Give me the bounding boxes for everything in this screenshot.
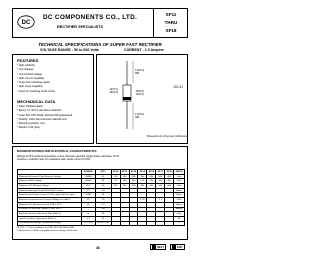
company-name: DC COMPONENTS CO., LTD. [43, 14, 138, 21]
part-to: SF18 [165, 28, 177, 33]
package-label: DO-41 [173, 85, 183, 89]
ratings-notes [17, 227, 77, 233]
list-item: * Polarity: Color band denotes cathode end [17, 117, 67, 121]
value-cell: 1.25 [138, 198, 147, 203]
list-item: * Low forward voltage [17, 72, 42, 76]
dim-label: .107(2.7) [109, 89, 119, 91]
value-cell: 150 [120, 174, 129, 179]
next-label: NEXT [157, 246, 164, 249]
column-header: SF15 [139, 170, 146, 173]
column-header: SF14 [130, 170, 137, 173]
value-cell: 105 [120, 179, 129, 184]
value-cell [120, 221, 129, 226]
parameter-cell: Maximum RMS Voltage [18, 179, 82, 184]
value-cell: 200 [129, 184, 138, 189]
package-diagram-box [96, 54, 188, 144]
value-cell: pF [174, 216, 185, 221]
value-cell: Volts [174, 198, 185, 203]
value-cell: 140 [129, 179, 138, 184]
value-cell: 15 [95, 216, 111, 221]
parameter-cell: Maximum Instantaneous Forward Voltage at 1.0A DC [18, 198, 82, 203]
value-cell: 400 [147, 184, 156, 189]
symbol-cell: IFSM [82, 193, 96, 198]
mechanical-title: MECHANICAL DATA [17, 99, 56, 104]
diode-outline-diagram [97, 55, 189, 145]
value-cell: nSec [174, 212, 185, 217]
value-cell: 500 [156, 184, 165, 189]
list-item: * Epoxy: UL 94V-0 rate flame retardant [17, 109, 62, 113]
list-item: * High surge capability [17, 85, 43, 89]
symbol-cell: VRMS [82, 179, 96, 184]
value-cell: 420 [165, 179, 174, 184]
column-header: SF12 [112, 170, 119, 173]
list-item: * High current capability [17, 76, 45, 80]
part-range [156, 11, 186, 35]
value-cell: 1.0 [95, 188, 111, 193]
note-line: NOTES : 1. Test Conditions: IF=0.5A, IR=1.0A, IRR=0.25A [17, 227, 74, 229]
parameter-cell: Peak Forward Surge Current 8.3 ms single half sine-wave [18, 193, 82, 198]
dimension-note: Dimensions in inches and (millimeters) [147, 135, 188, 138]
parameter-cell: Typical Junction Capacitance (Note 2) [18, 216, 82, 221]
symbol-cell: IO [82, 188, 96, 193]
value-cell: Amps [174, 188, 185, 193]
dim-label: .160(4.1) [135, 94, 145, 96]
value-cell: 210 [138, 179, 147, 184]
parameter-cell: Maximum Average Forward Rectified Current [18, 188, 82, 193]
column-header: SF13 [121, 170, 128, 173]
list-item: * Case: Molded plastic [17, 105, 43, 108]
symbol-cell: VDC [82, 184, 96, 189]
parameter-cell: Maximum DC Blocking Voltage [18, 184, 82, 189]
list-item: * Good for switching mode circuit [17, 89, 55, 93]
note-line: 2. Measured at 1 MHz and applied reverse voltage of 4.0 volts [17, 230, 78, 232]
value-cell [129, 221, 138, 226]
value-cell [156, 221, 165, 226]
parameter-cell: Maximum DC Reverse Current @TA = 25°C [18, 202, 82, 207]
value-cell: °C [174, 221, 185, 226]
value-cell: 1.7 [156, 198, 165, 203]
dim-label: .205(5.2) [135, 91, 145, 93]
header-divider [153, 9, 154, 37]
value-cell [111, 221, 120, 226]
list-item: * Low leakage [17, 68, 34, 72]
value-cell: 35 [95, 212, 111, 217]
list-item: * Super fast switching speed [17, 81, 50, 85]
cathode-band [123, 97, 131, 100]
parameter-cell: Maximum Recurrent Peak Reverse Voltage [18, 174, 82, 179]
value-cell: -65 to + 150 [95, 221, 111, 226]
column-header: SF11 [95, 170, 111, 175]
symbol-cell: VRRM [82, 174, 96, 179]
value-cell: 100 [111, 174, 120, 179]
features-list [17, 64, 55, 94]
dc-logo-icon [17, 15, 35, 29]
features-title: FEATURES [17, 58, 39, 63]
value-cell: 600 [165, 174, 174, 179]
list-item: * Weight: 0.34 gram [17, 126, 40, 130]
column-header: SYMBOL [82, 170, 96, 175]
company-tagline: RECTIFIER SPECIALISTS [57, 25, 103, 29]
value-cell: 500 [156, 174, 165, 179]
column-header: UNITS [174, 170, 185, 175]
value-cell: 280 [147, 179, 156, 184]
parameter-cell: at Rated DC Blocking Voltage @TA = 100°C [18, 207, 82, 212]
ratings-table [17, 169, 185, 226]
value-cell: 100 [95, 207, 111, 212]
features-box [12, 54, 94, 144]
symbol-cell: CJ [82, 216, 96, 221]
value-cell: Amps [174, 193, 185, 198]
value-cell: 50 [95, 184, 111, 189]
parameter-cell: Operating and Storage Temperature Range [18, 221, 82, 226]
list-item: * Lead: MIL-STD-202E, Method 208 guaranteed [17, 113, 73, 117]
column-header: SF17 [157, 170, 163, 173]
value-cell: 100 [111, 184, 120, 189]
symbol-cell: IR [82, 202, 96, 207]
value-cell: Volts [174, 174, 185, 179]
value-cell: .95 [95, 198, 111, 203]
value-cell: 35 [95, 179, 111, 184]
dim-label: 1.0(25.4) [135, 70, 145, 72]
value-cell: 300 [138, 184, 147, 189]
value-cell [147, 221, 156, 226]
value-cell: 600 [165, 184, 174, 189]
ratings-box [12, 146, 188, 240]
column-header: SF18 [166, 170, 172, 173]
value-cell: 150 [120, 184, 129, 189]
voltage-range: VOLTAGE RANGE - 50 to 600 Volts [40, 48, 99, 52]
column-header: SF16 [148, 170, 154, 173]
ratings-table-body [18, 174, 185, 226]
next-button[interactable] [150, 244, 166, 250]
mechanical-list [17, 105, 72, 131]
header-box [12, 8, 188, 38]
dim-label: MIN. [135, 117, 140, 119]
symbol-cell: VF [82, 198, 96, 203]
exit-button[interactable] [170, 244, 185, 250]
symbol-cell: trr [82, 212, 96, 217]
table-row [18, 221, 185, 226]
value-cell [165, 221, 174, 226]
value-cell: 400 [147, 174, 156, 179]
list-item: * High reliability [17, 64, 35, 67]
value-cell: 5.0 [95, 202, 111, 207]
value-cell: 30 [95, 193, 111, 198]
part-thru: THRU [164, 20, 178, 25]
value-cell [138, 221, 147, 226]
parameter-cell: Maximum Reverse Recovery Time (Note 1) [18, 212, 82, 217]
exit-label: EXIT [177, 246, 183, 249]
next-arrow-icon [152, 245, 156, 249]
value-cell: 300 [138, 174, 147, 179]
symbol-cell: TJ, TSTG [82, 221, 96, 226]
page-number: 48 [96, 246, 100, 250]
current-rating: CURRENT - 1.0 Ampere [124, 48, 165, 52]
dim-label: 1.0(25.4) [135, 114, 145, 116]
logo-text: DC [21, 20, 31, 26]
dim-label: MIN. [135, 73, 140, 75]
value-cell: Volts [174, 179, 185, 184]
value-cell: 350 [156, 179, 165, 184]
ratings-title: MAXIMUM RATINGS AND ELECTRICAL CHARACTERISTICS [17, 149, 97, 153]
value-cell: Volts [174, 184, 185, 189]
part-from: SF11 [165, 12, 177, 17]
value-cell: 50 [95, 174, 111, 179]
dim-label: .080(2.0) [109, 92, 119, 94]
ratings-note: Ratings at 25°C ambient temperature unless otherwise specified. Single phase, half wave, 60 Hz, resistive or inductive load. For capacitive load, derate current by 20%. [17, 155, 120, 162]
exit-icon [172, 245, 176, 249]
value-cell: 70 [111, 179, 120, 184]
value-cell: 200 [129, 174, 138, 179]
value-cell: uAmps [175, 203, 183, 206]
value-cell: uAmps [175, 208, 183, 211]
document-title: TECHNICAL SPECIFICATIONS OF SUPER FAST RECTIFIER [38, 42, 162, 47]
list-item: * Mounting position: Any [17, 122, 45, 126]
